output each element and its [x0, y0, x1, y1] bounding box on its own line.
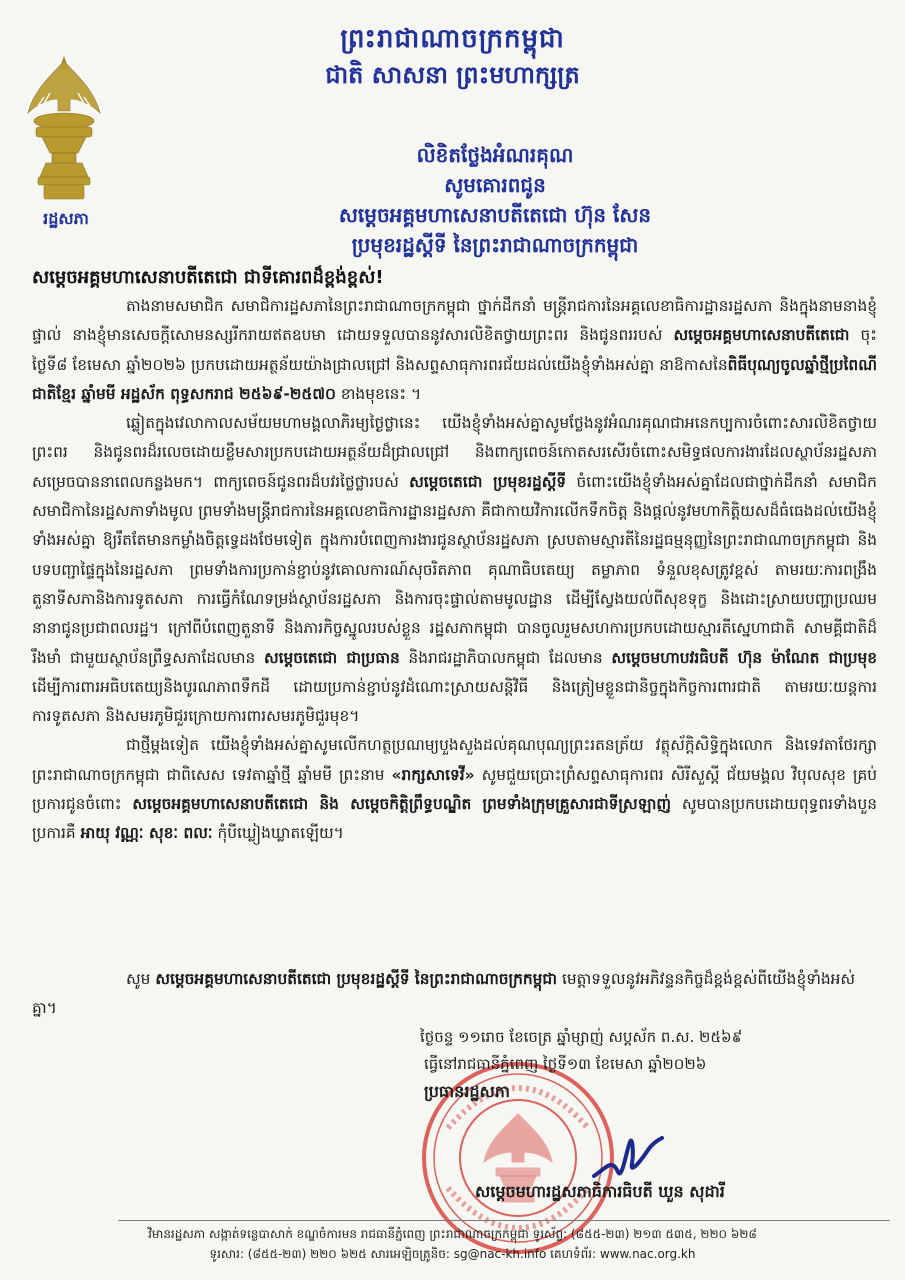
- dateline: [420, 1024, 890, 1105]
- signer-role: ប្រធានរដ្ឋសភា: [424, 1082, 511, 1101]
- footer-contact: ទូរសារ: (៨៥៥-២៣) ២២០ ៦២៥ សារអេឡិចត្រូនិច: sg@nac-kh.info គេហទំព័រ: www.nac.org.kh: [209, 1247, 696, 1261]
- letter-title: [160, 140, 830, 260]
- signer-name: សម្តេចមហារដ្ឋសភាធិការធិបតី ឃួន សុដារី: [475, 1182, 725, 1201]
- kingdom-heading: ព្រះរាជាណាចក្រកម្ពុជា: [340, 24, 565, 54]
- signature-icon: [588, 1128, 668, 1188]
- paragraph-1: តាងនាមសមាជិក សមាជិការដ្ឋសភានៃព្រះរាជាណាចក្រកម្ពុជា ថ្នាក់ដឹកនាំ មន្ត្រីរាជការនៃអគ្គលេខាធិការដ្ឋានរដ្ឋសភា និងក្នុងនាមនាងខ្ញុំផ្ទាល់ នាងខ្ញុំមានសេចក្តីសោមនស្សរីករាយឥតឧបមា ដោយទទួលបាននូវសារលិខិតថ្វាយព្រះពរ និងជូនពររបស់ សម្តេចអគ្គមហាសេនាបតីតេជោ ចុះថ្ងៃទី៨ ខែមេសា ឆ្នាំ២០២៦ ប្រកបដោយអត្ថន័យយ៉ាងជ្រាលជ្រៅ និងសព្ទសាធុការពរជ័យដល់យើងខ្ញុំទាំងអស់គ្នា នាឱកាសនៃពិធីបុណ្យចូលឆ្នាំថ្មីប្រពៃណីជាតិខ្មែរ ឆ្នាំមមី អដ្ឋស័ក ពុទ្ធសករាជ ២៥៦៩-២៥៧០ ខាងមុខនេះ ។: [32, 297, 877, 403]
- salutation: សម្តេចអគ្គមហាសេនាបតីតេជោ ជាទីគោរពដ៏ខ្ពង់ខ្ពស់!: [32, 267, 384, 288]
- lunar-date: ថ្ងៃចន្ទ ១១រោច ខែចេត្រ ឆ្នាំម្សាញ់ សប្តស័ក ព.ស. ២៥៦៩: [420, 1028, 743, 1046]
- footer-address: វិមានរដ្ឋសភា សង្កាត់ទន្លេបាសាក់ ខណ្ឌចំការមន រាជធានីភ្នំពេញ ព្រះរាជាណាចក្រកម្ពុជា ទូរស័ព្ទ: (៨៥៥-២៣) ២១៣ ៥៣៥, ២២០ ៦២៨: [148, 1227, 757, 1241]
- title-line-1: លិខិតថ្លែងអំណរគុណ: [416, 143, 574, 167]
- national-motto: ជាតិ សាសនា ព្រះមហាក្សត្រ: [325, 61, 580, 89]
- solar-date: ធ្វើនៅរាជធានីភ្នំពេញ ថ្ងៃទី១៣ ខែមេសា ឆ្នាំ២០២៦: [424, 1055, 707, 1073]
- letter-body: [32, 292, 877, 849]
- footer-divider: [118, 1220, 890, 1221]
- closing-paragraph: សូម សម្តេចអគ្គមហាសេនាបតីតេជោ ប្រមុខរដ្ឋស្តីទី នៃព្រះរាជាណាចក្រកម្ពុជា មេត្តាទទួលនូវអភិវន្ទនកិច្ចដ៏ខ្ពង់ខ្ពស់ពីយើងខ្ញុំទាំងអស់គ្នា។: [32, 970, 856, 1018]
- paragraph-2: ឆ្លៀតក្នុងវេលាកាលសម័យមហាមង្គលាភិរម្យថ្ងៃថ្លានេះ យើងខ្ញុំទាំងអស់គ្នាសូមថ្លែងនូវអំណរគុណជាអនេកប្បការចំពោះសារលិខិតថ្វាយព្រះពរ និងជូនពរដ៏រលេចដោយខ្លឹមសារប្រកបដោយអត្ថន័យដ៏ជ្រាលជ្រៅ និងពាក្យពេចន៍កោតសរសើរចំពោះសមិទ្ធផលការងារដែលស្ថាប័នរដ្ឋសភាសម្រេចបាននាពេលកន្លងមក។ ពាក្យពេចន៍ជូនពរដ៏បវរថ្លៃថ្លារបស់ សម្តេចតេជោ ប្រមុខរដ្ឋស្តីទី ចំពោះយើងខ្ញុំទាំងអស់គ្នាដែលជាថ្នាក់ដឹកនាំ សមាជិក សមាជិកានៃរដ្ឋសភាទាំងមូល ព្រមទាំងមន្ត្រីរាជការនៃអគ្គលេខាធិការដ្ឋានរដ្ឋសភា គឺជាកាយវិការលើកទឹកចិត្ត និងផ្តល់នូវមហាកិត្តិយសដ៏ធំធេងដល់យើងខ្ញុំទាំងអស់គ្នា ឱ្យរឹតតែមានកម្លាំងចិត្តទ្វេដងថែមទៀត ក្នុងការបំពេញការងារជូនស្ថាប័នរដ្ឋសភា ស្របតាមស្មារតីនៃរដ្ឋធម្មនុញ្ញនៃព្រះរាជាណាចក្រកម្ពុជា និងបទបញ្ជាផ្ទៃក្នុងនៃរដ្ឋសភា ព្រមទាំងការប្រកាន់ខ្ជាប់នូវគោលការណ៍សុចរិតភាព គុណាធិបតេយ្យ តម្លាភាព ទំនួលខុសត្រូវខ្ពស់ តាមរយៈការពង្រឹងតួនាទីសភានិងការទូតសភា ការធ្វើកំណែទម្រង់ស្ថាប័នរដ្ឋសភា និងការចុះផ្ទាល់តាមមូលដ្ឋាន ដើម្បីស្វែងយល់ពីសុខទុក្ខ និងដោះស្រាយបញ្ហាប្រឈមនានាជូនប្រជាពលរដ្ឋ។ ក្រៅពីបំពេញតួនាទី និងភារកិច្ចស្នូលរបស់ខ្លួន រដ្ឋសភាកម្ពុជា បានចូលរួមសហការប្រកបដោយស្មារតីស្នេហាជាតិ សាមគ្គីជាតិដ៏រឹងមាំ ជាមួយស្ថាប័នព្រឹទ្ធសភាដែលមាន សម្តេចតេជោ ជាប្រធាន និងរាជរដ្ឋាភិបាលកម្ពុជា ដែលមាន សម្តេចមហាបវរធិបតី ហ៊ុន ម៉ាណែត ជាប្រមុខ ដើម្បីការពារអធិបតេយ្យនិងបូរណភាពទឹកដី ដោយប្រកាន់ខ្ជាប់នូវដំណោះស្រាយសន្តិវិធី និងត្រៀមខ្លួនជានិច្ចក្នុងកិច្ចការពារជាតិ តាមរយៈយន្តការការទូតសភា និងសមរភូមិជួរក្រោយការពារសមរភូមិជួរមុខ។: [32, 414, 877, 726]
- emblem-caption: រដ្ឋសភា: [43, 209, 89, 228]
- parliament-emblem-icon: [22, 55, 106, 205]
- title-line-2: សូមគោរពជូន: [444, 173, 546, 197]
- footer: [0, 1224, 905, 1264]
- paragraph-3: ជាថ្មីម្តងទៀត យើងខ្ញុំទាំងអស់គ្នាសូមលើកហត្ថប្រណម្យបួងសួងដល់គុណបុណ្យព្រះរតនត្រ័យ វត្ថុស័ក្តិសិទ្ធិក្នុងលោក និងទេវតាថែរក្សាព្រះរាជាណាចក្រកម្ពុជា ជាពិសេស ទេវតាឆ្នាំថ្មី ឆ្នាំមមី ព្រះនាម «រាក្សសាទេវី» សូមជួយប្រោះព្រំសព្ទសាធុការពរ សិរីសួស្តី ជ័យមង្គល វិបុលសុខ គ្រប់ប្រការជូនចំពោះ សម្តេចអគ្គមហាសេនាបតីតេជោ និង សម្តេចកិត្តិព្រឹទ្ធបណ្ឌិត ព្រមទាំងក្រុមគ្រួសារជាទីស្រឡាញ់ សូមបានប្រកបដោយពុទ្ធពរទាំងបួនប្រការគឺ អាយុ វណ្ណៈ សុខៈ ពលៈ កុំបីឃ្លៀងឃ្លាតឡើយ។: [32, 736, 877, 843]
- title-line-4: ប្រមុខរដ្ឋស្តីទី នៃព្រះរាជាណាចក្រកម្ពុជា: [351, 233, 639, 257]
- title-line-3: សម្តេចអគ្គមហាសេនាបតីតេជោ ហ៊ុន សែន: [338, 203, 652, 227]
